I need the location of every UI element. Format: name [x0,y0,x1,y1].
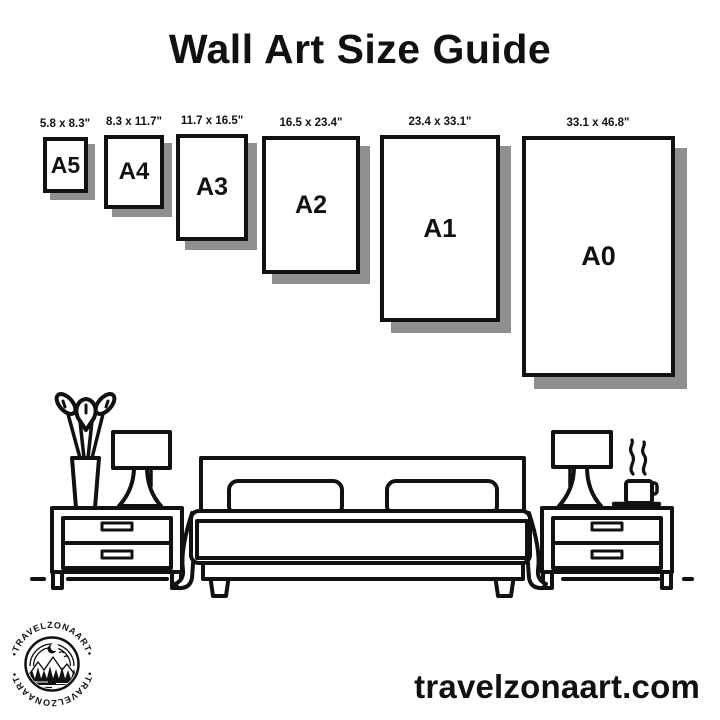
nightstand-left-icon [52,508,182,588]
size-label-a3: 11.7 x 16.5" [180,115,244,127]
page-title: Wall Art Size Guide [168,26,552,72]
duvet [191,511,530,563]
size-label-a1: 23.4 x 33.1" [408,116,472,128]
vase-icon [72,458,99,508]
coffee-cup-icon [614,440,659,504]
frame-code-a3: A3 [196,173,228,201]
size-label-a2: 16.5 x 23.4" [279,117,343,129]
plant-icon [53,391,118,508]
table-lamp-right-icon [553,432,611,506]
bed-icon [175,458,546,596]
frame-a5 [43,137,88,193]
table-lamp-left-icon [113,432,170,506]
logo-arc-text-bottom: •TRAVELZONAART• [9,670,95,709]
frame-code-a2: A2 [295,190,327,219]
size-label-a5: 5.8 x 8.3" [39,118,91,130]
size-label-a0: 33.1 x 46.8" [566,117,630,129]
bedroom-illustration [0,380,720,610]
brand-logo [8,617,96,712]
logo-arc-text-top: •TRAVELZONAART• [9,619,95,658]
frame-a2 [262,136,360,274]
website-text: travelzonaart.com [414,668,700,705]
frame-code-a0: A0 [581,241,616,271]
frame-code-a5: A5 [50,151,81,178]
frame-code-a1: A1 [423,213,457,243]
size-label-a4: 8.3 x 11.7" [106,116,162,128]
frame-code-a4: A4 [118,158,150,185]
frame-a3 [176,134,248,241]
frame-a0 [522,136,675,377]
frame-a1 [380,135,500,322]
frame-a4 [104,135,164,209]
nightstand-right-icon [542,508,672,588]
